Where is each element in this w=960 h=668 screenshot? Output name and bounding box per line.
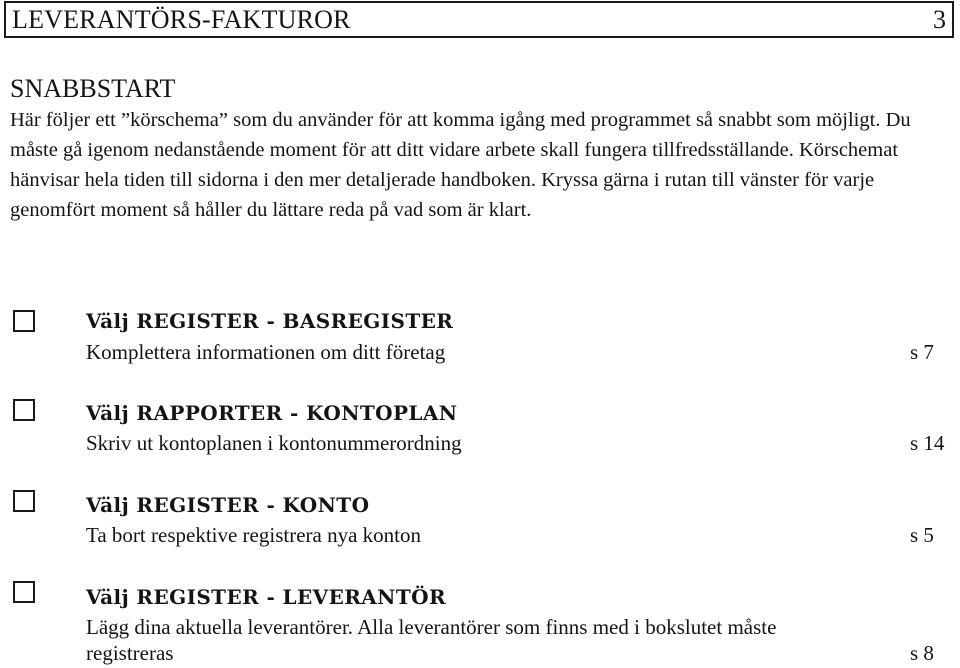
step-page-reference: s 5: [910, 523, 934, 547]
step-page-reference: s 8: [910, 641, 934, 665]
step-checkbox[interactable]: [13, 399, 35, 421]
step-description: Komplettera informationen om ditt företag: [86, 340, 446, 364]
step-title: Välj REGISTER - KONTO: [86, 493, 370, 517]
step-title: Välj REGISTER - BASREGISTER: [86, 309, 454, 333]
step-page-reference: s 7: [910, 340, 934, 364]
step-page-reference: s 14: [910, 431, 945, 455]
section-title: SNABBSTART: [10, 74, 176, 103]
step-description: Ta bort respektive registrera nya konton: [86, 523, 421, 547]
step-checkbox[interactable]: [13, 581, 35, 603]
step-checkbox[interactable]: [13, 310, 35, 332]
intro-text-block: [10, 105, 950, 225]
step-checkbox[interactable]: [13, 490, 35, 512]
step-description: Skriv ut kontoplanen i kontonummerordning: [86, 431, 462, 455]
step-description: Lägg dina aktuella leverantörer. Alla leverantörer som finns med i bokslutet måste registreras: [86, 615, 777, 665]
step-title: Välj REGISTER - LEVERANTÖR: [86, 585, 446, 609]
step-title: Välj RAPPORTER - KONTOPLAN: [86, 401, 458, 425]
document-title: LEVERANTÖRS-FAKTUROR: [12, 5, 351, 34]
page-number: 3: [933, 5, 946, 34]
page-header: [4, 1, 954, 38]
intro-paragraph: Här följer ett ”körschema” som du använder för att komma igång med programmet så snabbt som möjligt. Du måste gå igenom nedanstående moment för att ditt vidare arbete skall fungera tillfredsställande. Körschemat hänvisar hela tiden till sidorna i den mer detaljerade handboken. Kryssa gärna i rutan till vänster för varje genomfört moment så håller du lättare reda på vad som är klart.: [10, 109, 911, 221]
